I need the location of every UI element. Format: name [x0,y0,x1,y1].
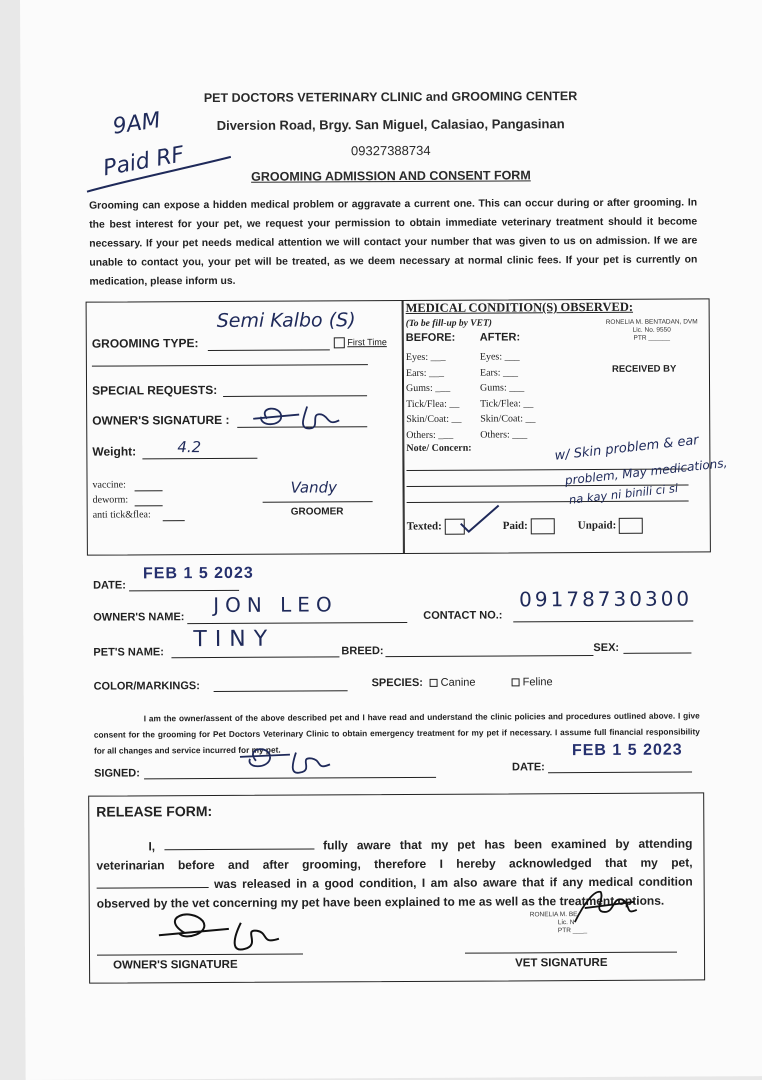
special-requests-label: SPECIAL REQUESTS: [92,382,218,398]
owner-signature-mark [247,398,367,439]
feline-label: Feline [522,676,553,689]
check-skin-before: Skin/Coat: [406,413,450,425]
release-i: I, [148,839,156,854]
first-time-option[interactable] [334,337,387,348]
pet-name-label: PET'S NAME: [93,646,164,659]
unpaid-checkbox[interactable] [619,518,643,534]
deworm-label: deworm: [92,494,129,506]
weight-label: Weight: [92,444,137,459]
vet-signature-label: VET SIGNATURE [515,956,608,970]
species-label: SPECIES: [371,676,423,690]
check-ears-after: Ears: [479,366,501,379]
unpaid-option[interactable] [578,518,643,534]
release-vet-stamp-lic: Lic. N [557,919,575,927]
anti-tick-label: anti tick&flea: [92,509,151,521]
feline-checkbox[interactable] [512,678,520,686]
first-time-checkbox[interactable] [334,337,345,348]
contact-label: CONTACT NO.: [423,609,503,622]
note-handwriting-1: w/ Skin problem & ear [553,432,700,464]
check-others-after: Others: [480,428,510,441]
note-handwriting-3: na kay ni binili ci si [568,480,679,507]
owner-name-value[interactable]: JON LEO [213,592,338,617]
check-eyes-after: Eyes: [479,351,503,363]
groomer-name: Vandy [290,478,338,497]
consent-paragraph: I am the owner/assent of the above described pet and I have read and understand the clinic policies and procedures outlined above. I give consent for the grooming for Pet Doctors Veterinary Clinic to obtain emergency treatment for my pet if necessary. I assume full financial responsibility for all changes and service incurred for my pet. [93,710,700,756]
first-time-label: First Time [347,337,387,348]
medical-subtitle: (To be fill-up by VET) [405,318,492,329]
before-checks: Eyes: ___ Ears: ___ Gums: ___ Tick/Flea: __ Skin/Coat: __ Others: ___ [405,351,462,441]
note-handwriting-2: problem, May medications, [564,455,728,488]
groomer-label: GROOMER [290,506,344,518]
sex-line[interactable] [623,652,691,653]
signed-signature-mark [234,738,344,785]
texted-label: Texted: [406,520,442,533]
grooming-type-label: GROOMING TYPE: [91,336,199,351]
owner-name-line [187,622,407,624]
signed-date-line [548,771,692,773]
clinic-phone: 09327388734 [350,142,431,159]
check-skin-after: Skin/Coat: [480,413,524,425]
check-eyes-before: Eyes: [405,351,429,363]
date-label: DATE: [93,579,126,592]
unpaid-label: Unpaid: [577,519,617,532]
release-pet-blank[interactable] [97,875,209,889]
vet-stamp-ptr: PTR [633,334,647,342]
weight-value[interactable]: 4.2 [177,438,202,457]
release-vet-stamp-name: RONELIA M. BE [529,911,578,919]
handwritten-time: 9AM [111,108,163,140]
pet-name-value[interactable]: TINY [193,626,276,653]
vet-stamp: RONELIA M. BENTADAN, DVM Lic. No. 9550 PTR ______ [602,318,702,343]
handwritten-paid-note: Paid RF [101,142,187,182]
canine-checkbox[interactable] [430,679,438,687]
after-label: AFTER: [479,331,521,344]
medical-title: MEDICAL CONDITION(S) OBSERVED: [405,299,634,315]
release-owner-blank[interactable] [164,836,314,850]
contact-line [513,620,693,622]
date-line [129,590,239,592]
release-vet-stamp: RONELIA M. BE Lic. N PTR ____ [529,911,588,935]
vet-stamp-name: RONELIA M. BENTADAN, DVM [605,318,698,326]
species-feline-option[interactable] [512,676,553,688]
color-markings-line[interactable] [214,690,348,692]
owner-signature-label: OWNER'S SIGNATURE : [92,412,230,428]
intro-paragraph: Grooming can expose a hidden medical problem or aggravate a current one. This can occur during or after grooming. In the best interest for your pet, we request your permission to obtain immediate veterinary treatment should it become necessary. If your pet needs medical attention we will contact your number that was given to us on admission. If we are unable to contact you, your pet will be treated, as we deem necessary at normal clinic fees. If your pet is currently on medication, please inform us. [89,197,698,288]
texted-check-mark [455,499,505,539]
note-label: Note/ Concern: [406,442,472,454]
check-gums-after: Gums: [480,382,507,394]
signed-date-label: DATE: [511,761,545,774]
release-text-1: fully aware that my pet has been examined by attending veterinarian before and after grooming, therefore I hereby acknowledged that my pet, [96,836,693,873]
paid-checkbox[interactable] [531,518,555,534]
paid-option[interactable] [503,518,555,534]
breed-label: BREED: [341,645,384,658]
check-tick-after: Tick/Flea: [480,397,521,410]
check-gums-before: Gums: [406,382,433,394]
vet-stamp-lic: Lic. No. 9550 [632,326,671,334]
sex-label: SEX: [593,641,620,655]
form-title: GROOMING ADMISSION AND CONSENT FORM [251,168,531,184]
received-by: RECEIVED BY [611,363,677,375]
breed-line[interactable] [385,655,593,657]
paid-label: Paid: [502,519,528,533]
release-text-2: was released in a good condition, I am also aware that if any medical condition observed by the vet concerning my pet have been explained to me as well as the treatment options. [96,874,693,911]
release-title: RELEASE FORM: [96,803,213,820]
before-label: BEFORE: [405,331,456,344]
vaccine-line [135,490,163,491]
check-ears-before: Ears: [405,367,427,379]
check-tick-before: Tick/Flea: [406,398,447,410]
release-vet-stamp-ptr: PTR [557,927,571,935]
vaccine-label: vaccine: [92,479,126,491]
vet-signature-mark [565,882,645,932]
deworm-line [135,505,163,506]
clinic-address: Diversion Road, Brgy. San Miguel, Calasiao, Pangasinan [216,116,565,133]
signed-label: SIGNED: [94,767,140,780]
owner-name-label: OWNER'S NAME: [93,611,185,624]
color-markings-label: COLOR/MARKINGS: [93,680,200,693]
contact-value[interactable]: 09178730300 [519,586,693,612]
after-checks: Eyes: ___ Ears: ___ Gums: ___ Tick/Flea: __ Skin/Coat: __ Others: ___ [479,351,536,441]
pet-name-line [171,656,339,658]
grooming-type-value[interactable]: Semi Kalbo (S) [216,309,356,332]
release-owner-signature-mark [145,899,305,960]
clinic-name: PET DOCTORS VETERINARY CLINIC and GROOMING CENTER [203,89,578,106]
check-others-before: Others: [406,429,436,441]
form-paper [20,0,762,1080]
canine-label: Canine [440,676,476,689]
owner-signature-release-label: OWNER'S SIGNATURE [113,958,238,972]
signed-date-stamp[interactable]: FEB 1 5 2023 [571,741,683,760]
anti-tick-line [163,520,185,521]
date-stamp[interactable]: FEB 1 5 2023 [142,564,254,583]
species-canine-option[interactable] [430,677,476,689]
